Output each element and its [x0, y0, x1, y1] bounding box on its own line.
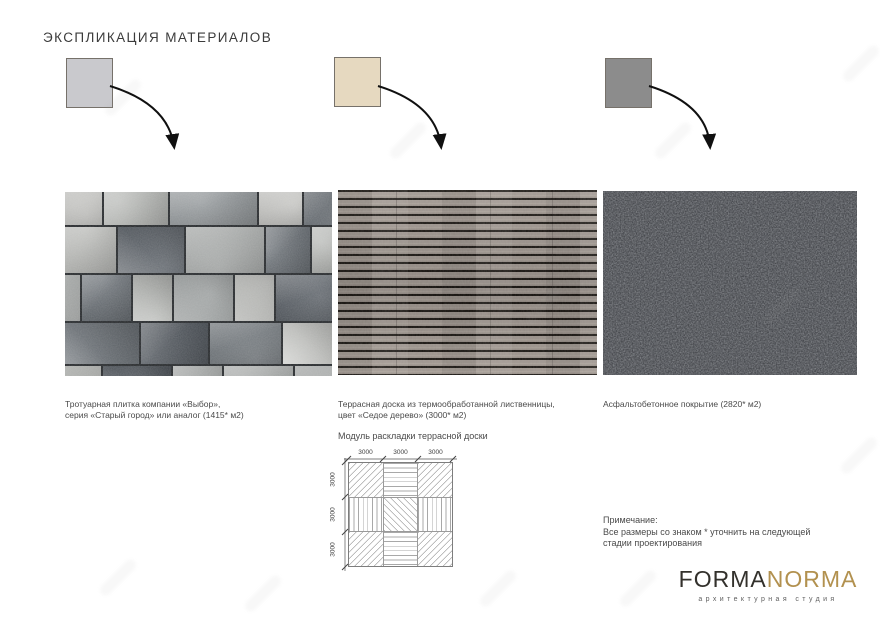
- watermark: [478, 568, 518, 608]
- module-diagram-title: Модуль раскладки террасной доски: [338, 431, 488, 441]
- dim-label-box: [316, 462, 351, 497]
- grid-cell-horizontal: [384, 532, 418, 566]
- logo-wordmark: [673, 566, 863, 593]
- asphalt-texture: [603, 191, 857, 375]
- logo-part-forma: FORMA: [678, 566, 767, 592]
- watermark: [839, 435, 879, 475]
- caption-decking: [338, 399, 613, 420]
- caption-line: Террасная доска из термообработанной лиственницы,: [338, 399, 555, 409]
- caption-asphalt: [603, 399, 878, 410]
- watermark: [653, 120, 693, 160]
- caption-line: Асфальтобетонное покрытие (2820* м2): [603, 399, 762, 409]
- studio-logo: [673, 566, 863, 603]
- grain-texture: [338, 190, 597, 375]
- grid-cell-diagonal: [349, 532, 383, 566]
- watermark: [618, 568, 658, 608]
- dim-label: 3000: [393, 449, 408, 456]
- photo-asphalt: [603, 191, 857, 375]
- photo-decking: [338, 190, 597, 375]
- watermark: [841, 43, 880, 83]
- logo-part-norma: NORMA: [766, 566, 858, 592]
- caption-line: цвет «Седое дерево» (3000* м2): [338, 409, 467, 420]
- dim-label: 3000: [358, 449, 373, 456]
- grid-cell-vertical: [349, 498, 383, 532]
- caption-paving: [65, 399, 340, 420]
- grid-cell-diagonal: [384, 498, 418, 532]
- grain-texture: [65, 192, 332, 376]
- watermark: [98, 557, 138, 597]
- swatch-decking: [334, 57, 381, 107]
- dim-label: 3000: [330, 542, 337, 557]
- logo-subtitle: архитектурная студия: [698, 596, 838, 603]
- dim-label: 3000: [330, 472, 337, 487]
- caption-line: серия «Старый город» или аналог (1415* м2): [65, 409, 244, 420]
- grid-cell-vertical: [418, 498, 452, 532]
- grid-cell-horizontal: [384, 463, 418, 497]
- watermark: [388, 120, 428, 160]
- caption-line: Тротуарная плитка компании «Выбор»,: [65, 399, 221, 409]
- grid-cell-diagonal: [418, 532, 452, 566]
- page-title: ЭКСПЛИКАЦИЯ МАТЕРИАЛОВ: [43, 30, 273, 45]
- grid-cell-diagonal: [418, 463, 452, 497]
- swatch-paving: [66, 58, 113, 108]
- dim-label: 3000: [330, 507, 337, 522]
- swatch-asphalt: [605, 58, 652, 108]
- note-line: Примечание:: [603, 515, 658, 525]
- note-line: стадии проектирования: [603, 538, 702, 548]
- photo-paving-tiles: [65, 192, 332, 376]
- watermark: [243, 573, 283, 613]
- note: [603, 515, 810, 550]
- module-layout-grid: [348, 462, 453, 567]
- dim-label-box: [316, 497, 351, 532]
- dim-label: 3000: [428, 449, 443, 456]
- note-line: Все размеры со знаком * уточнить на следующей: [603, 526, 811, 537]
- dim-label-box: [316, 532, 351, 567]
- grid-cell-diagonal: [349, 463, 383, 497]
